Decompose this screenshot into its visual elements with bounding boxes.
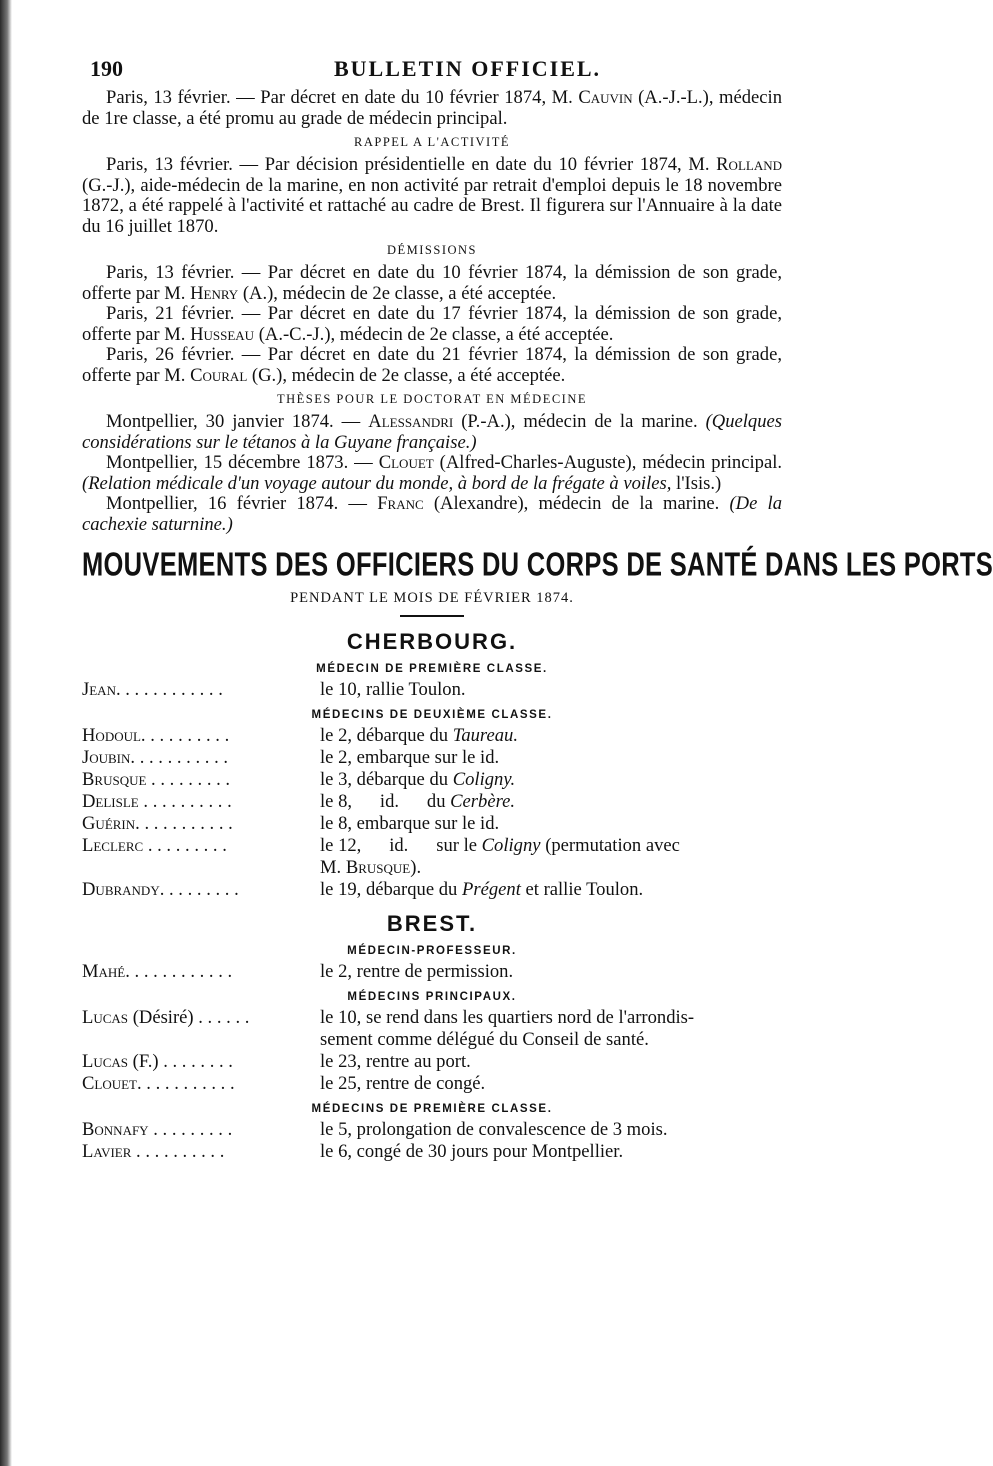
- movement-action: le 2, débarque du Taureau.: [320, 725, 518, 746]
- officer-name: Delisle . . . . . . . . . .: [82, 791, 232, 812]
- running-head: BULLETIN OFFICIEL.: [334, 56, 602, 81]
- movement-entry: [82, 725, 782, 747]
- ship-name: Coligny: [481, 835, 541, 856]
- officer-name: Leclerc . . . . . . . . .: [82, 835, 227, 856]
- movement-entry: [82, 1073, 782, 1095]
- movement-entry: [82, 769, 782, 791]
- movement-action: le 25, rentre de congé.: [320, 1073, 486, 1094]
- officer-name: Joubin. . . . . . . . . . .: [82, 747, 229, 768]
- movement-entry: [82, 747, 782, 769]
- movement-action: le 19, débarque du Prégent et rallie Toulon.: [320, 879, 644, 900]
- movements-subtitle: PENDANT LE MOIS DE FÉVRIER 1874.: [290, 590, 574, 606]
- movements-title: MOUVEMENTS DES OFFICIERS DU CORPS DE SANTÉ DANS LES PORTS: [82, 546, 993, 584]
- these-paragraph: Montpellier, 30 janvier 1874. — Alessandri (P.-A.), médecin de la marine. (Quelques considérations sur le tétanos à la Guyane française.): [82, 411, 783, 453]
- page-number: 190: [90, 56, 123, 81]
- movement-action: le 10, se rend dans les quartiers nord de l'arrondis- sement comme délégué du Conseil de santé.: [320, 1007, 695, 1050]
- these-title: (Relation médicale d'un voyage autour du monde, à bord de la frégate à voiles,: [82, 472, 672, 494]
- city-heading-brest: BREST.: [386, 911, 478, 936]
- officer-name: Clouet. . . . . . . . . . .: [82, 1073, 235, 1094]
- promotion-paragraph: Paris, 13 février. — Par décret en date du 10 février 1874, M. Cauvin (A.-J.-L.), médecin de 1re classe, a été promu au grade de médecin principal.: [82, 87, 782, 129]
- movement-action: le 2, rentre de permission.: [320, 961, 514, 982]
- demission-paragraph: Paris, 26 février. — Par décret en date du 21 février 1874, la démission de son grade, offerte par M. Coural (G.), médecin de 2e classe, a été acceptée.: [82, 344, 782, 386]
- these-title: (Quelques considérations sur le tétanos à la Guyane française.): [82, 411, 783, 453]
- city-heading-cherbourg: CHERBOURG.: [346, 629, 518, 654]
- movement-action: le 12, id. sur le Coligny (permutation avec M. Brusque).: [320, 835, 680, 878]
- movement-entry: [82, 1119, 782, 1141]
- officer-name: Lucas (Désiré) . . . . . .: [82, 1007, 250, 1028]
- officer-name: Lavier . . . . . . . . . .: [82, 1141, 225, 1162]
- movement-action: le 5, prolongation de convalescence de 3 mois.: [320, 1119, 668, 1140]
- movement-entry: [82, 1051, 782, 1073]
- movement-action: le 10, rallie Toulon.: [320, 679, 466, 700]
- person-name: Coural: [190, 364, 248, 386]
- movement-entry: [82, 961, 782, 983]
- grade-heading: MÉDECIN-PROFESSEUR.: [347, 945, 517, 957]
- person-name: Franc: [377, 493, 424, 514]
- demission-paragraph: Paris, 21 février. — Par décret en date du 17 février 1874, la démission de son grade, offerte par M. Husseau (A.-C.-J.), médecin de 2e classe, a été acceptée.: [82, 303, 782, 345]
- page-content: [82, 52, 993, 1163]
- officer-name: Lucas (F.) . . . . . . . .: [82, 1051, 233, 1072]
- officer-name: Brusque . . . . . . . . .: [82, 769, 231, 790]
- section-heading-demissions: DÉMISSIONS: [386, 243, 477, 257]
- movement-action: le 8, id. du Cerbère.: [320, 791, 516, 812]
- section-heading-rappel: RAPPEL A L'ACTIVITÉ: [354, 135, 510, 149]
- person-name: Husseau: [190, 323, 255, 345]
- person-name: Cauvin: [578, 87, 633, 108]
- person-name: Henry: [190, 282, 239, 304]
- movement-entry: [82, 1007, 782, 1051]
- movement-entry: [82, 679, 782, 701]
- grade-heading: MÉDECINS DE PREMIÈRE CLASSE.: [311, 1103, 553, 1115]
- movement-entry: [82, 879, 782, 901]
- ship-name: Prégent: [462, 879, 521, 900]
- these-paragraph: Montpellier, 16 février 1874. — Franc (Alexandre), médecin de la marine. (De la cachexie saturnine.): [82, 493, 782, 535]
- person-name: Rolland: [716, 154, 782, 175]
- demission-paragraph: Paris, 13 février. — Par décret en date du 10 février 1874, la démission de son grade, offerte par M. Henry (A.), médecin de 2e classe, a été acceptée.: [82, 262, 782, 304]
- grade-heading: MÉDECINS DE DEUXIÈME CLASSE.: [311, 709, 553, 721]
- officer-name: Guérin. . . . . . . . . . .: [82, 813, 233, 834]
- movement-action: le 3, débarque du Coligny.: [320, 769, 516, 790]
- person-name: Alessandri: [368, 411, 454, 432]
- movement-entry: [82, 1141, 782, 1163]
- officer-name: Hodoul. . . . . . . . . .: [82, 725, 230, 746]
- movement-entry: [82, 835, 782, 879]
- these-title: (De la cachexie saturnine.): [82, 493, 782, 535]
- scan-shadow: [0, 0, 12, 1466]
- movement-action: le 23, rentre au port.: [320, 1051, 471, 1072]
- section-heading-theses: THÈSES POUR LE DOCTORAT EN MÉDECINE: [276, 392, 588, 406]
- ship-name: Cerbère.: [450, 791, 516, 812]
- ship-name: Taureau.: [452, 725, 518, 746]
- officer-name: Jean. . . . . . . . . . . .: [82, 679, 223, 700]
- movement-action: le 6, congé de 30 jours pour Montpellier.: [320, 1141, 624, 1162]
- person-name: Clouet: [378, 452, 434, 473]
- movement-entry: [82, 813, 782, 835]
- movement-entry: [82, 791, 782, 813]
- officer-name: Bonnafy . . . . . . . . .: [82, 1119, 233, 1140]
- person-name: Brusque: [345, 857, 411, 878]
- page-header: [82, 52, 782, 88]
- rappel-paragraph: Paris, 13 février. — Par décision présidentielle en date du 10 février 1874, M. Rolland (G.-J.), aide-médecin de la marine, en non activité par retrait d'emploi depuis le 18 novembre 1872, a été rappelé à l'activité et rattaché au cadre de Brest. Il figurera sur l'Annuaire à la date du 16 juillet 1870.: [82, 154, 782, 237]
- movement-action: le 8, embarque sur le id.: [320, 813, 500, 834]
- officer-name: Mahé. . . . . . . . . . . .: [82, 961, 233, 982]
- officer-name: Dubrandy. . . . . . . . .: [82, 879, 239, 900]
- ship-name: Coligny.: [452, 769, 516, 790]
- movement-action: le 2, embarque sur le id.: [320, 747, 500, 768]
- divider: [400, 615, 464, 617]
- grade-heading: MÉDECINS PRINCIPAUX.: [347, 991, 517, 1003]
- grade-heading: MÉDECIN DE PREMIÈRE CLASSE.: [316, 663, 548, 675]
- these-paragraph: Montpellier, 15 décembre 1873. — Clouet (Alfred-Charles-Auguste), médecin principal. (Relation médicale d'un voyage autour du monde, à bord de la frégate à voiles, l'Isis.): [82, 452, 783, 494]
